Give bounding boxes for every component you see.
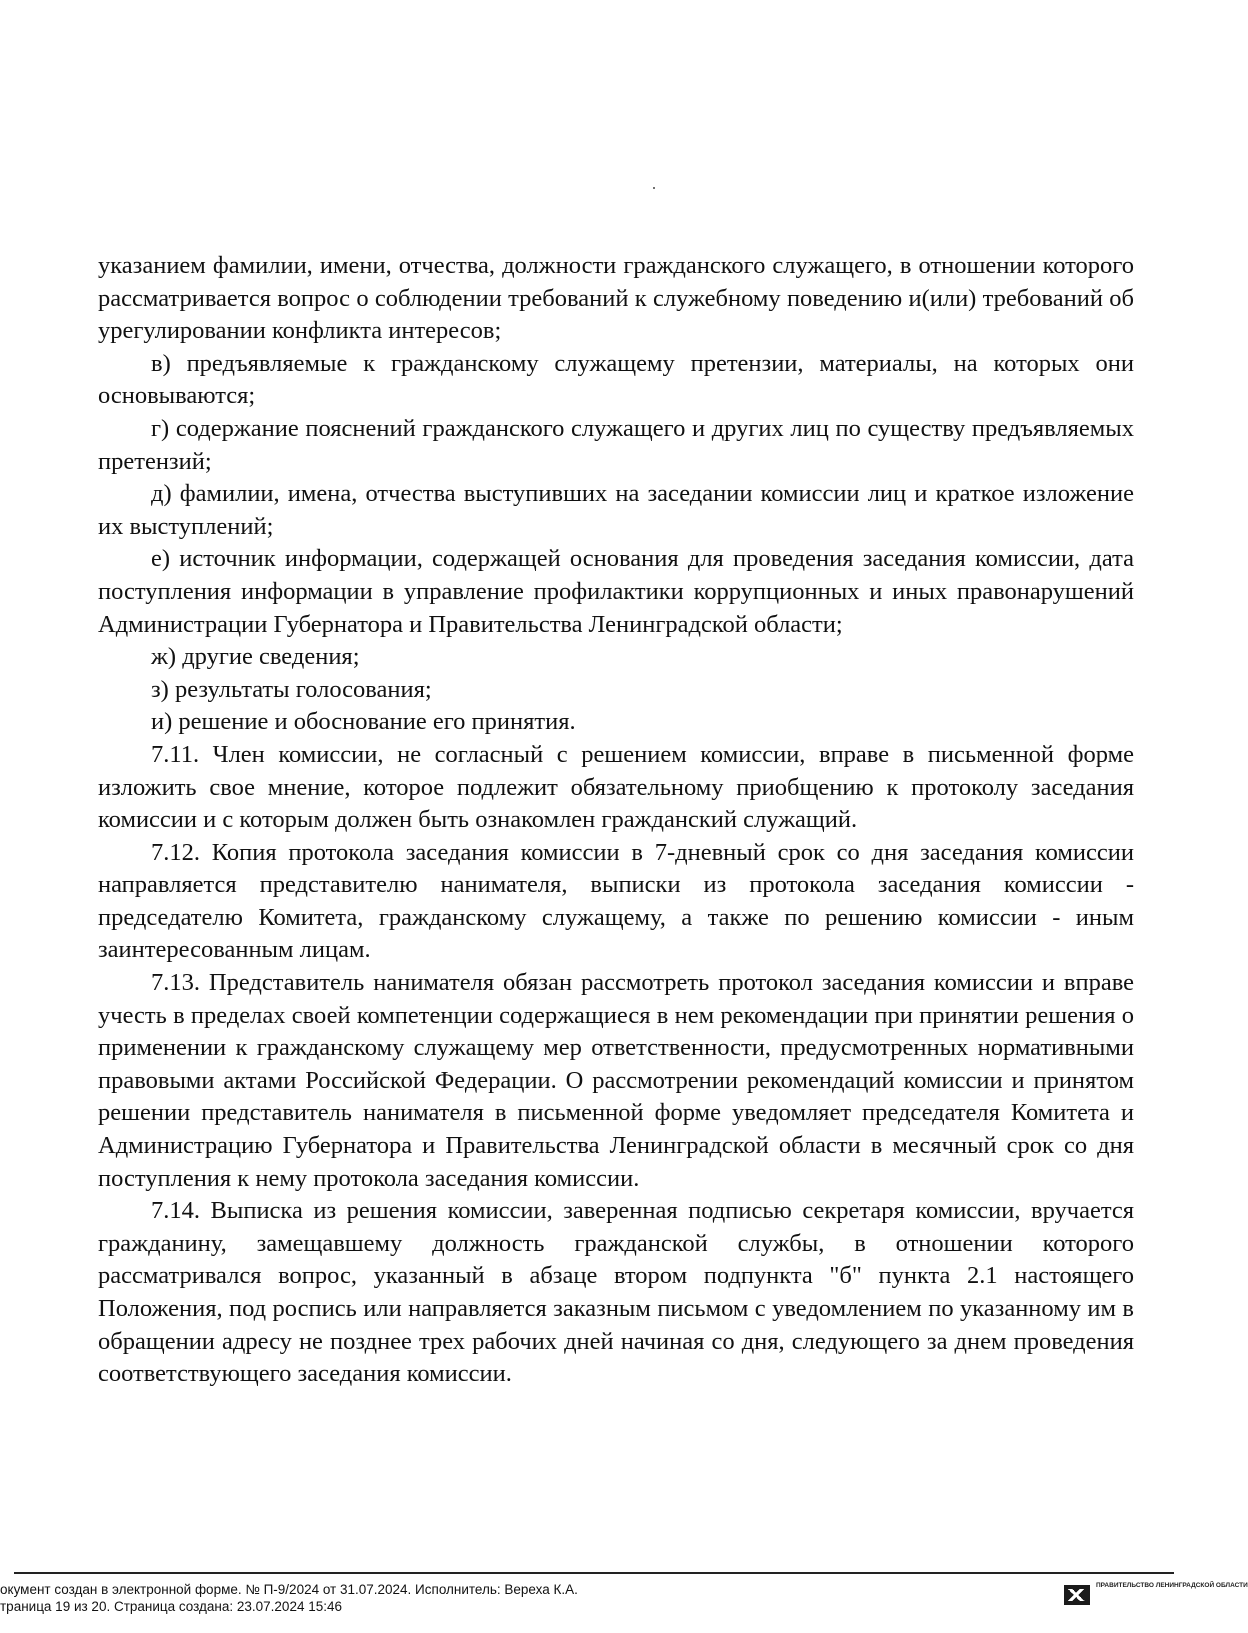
emblem-icon <box>1064 1585 1090 1605</box>
paragraph-7-11: 7.11. Член комиссии, не согласный с решением комиссии, вправе в письменной форме изложить свое мнение, которое подлежит обязательному приобщению к протоколу заседания комиссии и с которым должен быть ознакомлен гражданский служащий. <box>98 740 1134 834</box>
paragraph-continuation: указанием фамилии, имени, отчества, должности гражданского служащего, в отношении которого рассматривается вопрос о соблюдении требований к служебному поведению и(или) требований об урегулировании конфликта интересов; <box>98 252 1134 345</box>
document-footer <box>0 1572 1248 1633</box>
paragraph-7-12: 7.12. Копия протокола заседания комиссии в 7-дневный срок со дня заседания комиссии направляется представителю нанимателя, выписки из протокола заседания комиссии - председателю Комитета, гражданскому служащему, а также по решению комиссии - иным заинтересованным лицам. <box>98 838 1134 964</box>
paragraph-item-e: е) источник информации, содержащей основания для проведения заседания комиссии, дата поступления информации в управление профилактики коррупционных и иных правонарушений Администрации Губернатора и Правительства Ленинградской области; <box>98 545 1134 638</box>
footer-page-info: траница 19 из 20. Страница создана: 23.07.2024 15:46 <box>0 1599 342 1614</box>
footer-divider <box>14 1572 1174 1574</box>
government-logo <box>1064 1580 1248 1610</box>
footer-document-info: окумент создан в электронной форме. № П-9/2024 от 31.07.2024. Исполнитель: Вереха К.А. <box>0 1582 578 1597</box>
paragraph-item-z: з) результаты голосования; <box>151 675 432 703</box>
paragraph-item-d: д) фамилии, имена, отчества выступивших на заседании комиссии лиц и краткое изложение их выступлений; <box>98 480 1134 540</box>
document-body <box>98 250 1134 1391</box>
paragraph-item-v: в) предъявляемые к гражданскому служащему претензии, материалы, на которых они основываются; <box>98 349 1134 410</box>
paragraph-7-14: 7.14. Выписка из решения комиссии, заверенная подписью секретаря комиссии, вручается гражданину, замещавшему должность гражданской службы, в отношении которого рассматривался вопрос, указанный в абзаце втором подпункта "б" пункта 2.1 настоящего Положения, под роспись или направляется заказным письмом с уведомлением по указанному им в обращении адресу не позднее трех рабочих дней начиная со дня, следующего за днем проведения соответствующего заседания комиссии. <box>98 1197 1134 1388</box>
paragraph-7-13: 7.13. Представитель нанимателя обязан рассмотреть протокол заседания комиссии и вправе учесть в пределах своей компетенции содержащиеся в нем рекомендации при принятии решения о применении к гражданскому служащему мер ответственности, предусмотренных нормативными правовыми актами Российской Федерации. О рассмотрении рекомендаций комиссии и принятом решении представитель нанимателя в письменной форме уведомляет председателя Комитета и Администрацию Губернатора и Правительства Ленинградской области в месячный срок со дня поступления к нему протокола заседания комиссии. <box>98 969 1134 1192</box>
logo-caption: ПРАВИТЕЛЬСТВО ЛЕНИНГРАДСКОЙ ОБЛАСТИ <box>1096 1582 1248 1589</box>
paragraph-item-zh: ж) другие сведения; <box>151 643 360 671</box>
paragraph-item-g: г) содержание пояснений гражданского служащего и других лиц по существу предъявляемых претензий; <box>98 414 1134 475</box>
scan-speck <box>653 187 655 189</box>
paragraph-item-i: и) решение и обоснование его принятия. <box>151 708 576 736</box>
